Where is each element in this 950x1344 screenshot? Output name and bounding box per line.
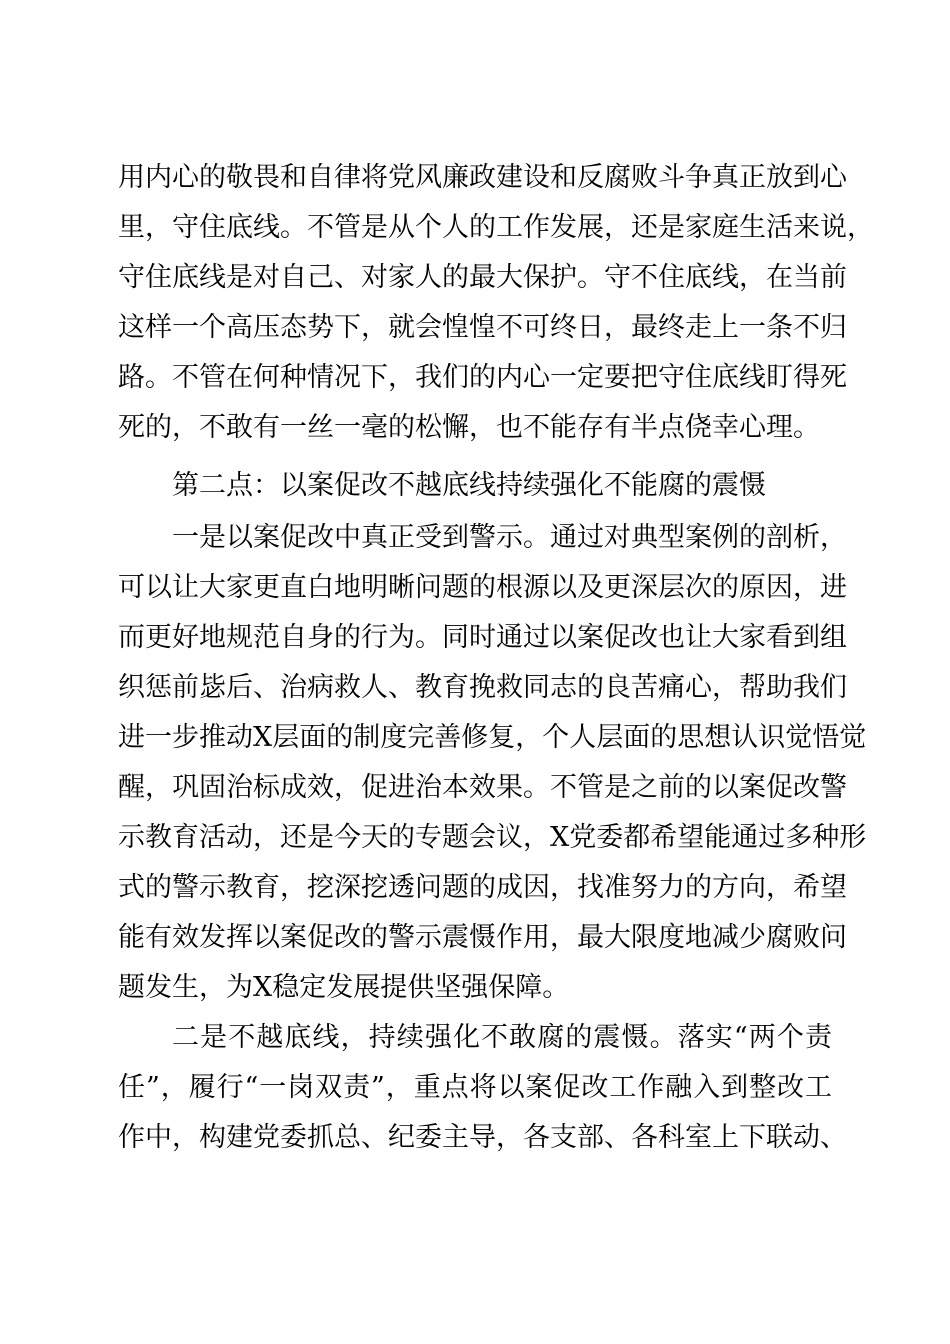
text-line: 作中，构建党委抓总、纪委主导，各支部、各科室上下联动、: [118, 1122, 847, 1153]
text-line: 一是以案促改中真正受到警示。通过对典型案例的剖析，: [172, 522, 847, 553]
section-heading: 第二点：以案促改不越底线持续强化不能腐的震慑: [172, 470, 766, 501]
text-line: 这样一个高压态势下，就会惶惶不可终日，最终走上一条不归: [118, 312, 847, 343]
text-line: 任”，履行“一岗双责”，重点将以案促改工作融入到整改工: [118, 1072, 832, 1103]
text-line: 而更好地规范自身的行为。同时通过以案促改也让大家看到组: [118, 622, 847, 653]
text-line: 题发生，为X稳定发展提供坚强保障。: [118, 972, 570, 1003]
text-line: 死的，不敢有一丝一毫的松懈，也不能存有半点侥幸心理。: [118, 412, 820, 443]
text-line: 示教育活动，还是今天的专题会议，X党委都希望能通过多种形: [118, 822, 867, 853]
text-line: 用内心的敬畏和自律将党风廉政建设和反腐败斗争真正放到心: [118, 162, 847, 193]
text-line: 能有效发挥以案促改的警示震慑作用，最大限度地减少腐败问: [118, 922, 847, 953]
text-line: 可以让大家更直白地明晰问题的根源以及更深层次的原因，进: [118, 572, 847, 603]
text-line: 织惩前毖后、治病救人、教育挽救同志的良苦痛心，帮助我们: [118, 672, 847, 703]
text-line: 守住底线是对自己、对家人的最大保护。守不住底线，在当前: [118, 262, 847, 293]
text-line: 二是不越底线，持续强化不敢腐的震慑。落实“两个责: [172, 1022, 832, 1053]
text-line: 进一步推动X层面的制度完善修复，个人层面的思想认识觉悟觉: [118, 722, 867, 753]
text-line: 醒，巩固治标成效，促进治本效果。不管是之前的以案促改警: [118, 772, 847, 803]
text-line: 式的警示教育，挖深挖透问题的成因，找准努力的方向，希望: [118, 872, 847, 903]
text-line: 路。不管在何种情况下，我们的内心一定要把守住底线盯得死: [118, 362, 847, 393]
text-line: 里，守住底线。不管是从个人的工作发展，还是家庭生活来说，: [118, 212, 874, 243]
